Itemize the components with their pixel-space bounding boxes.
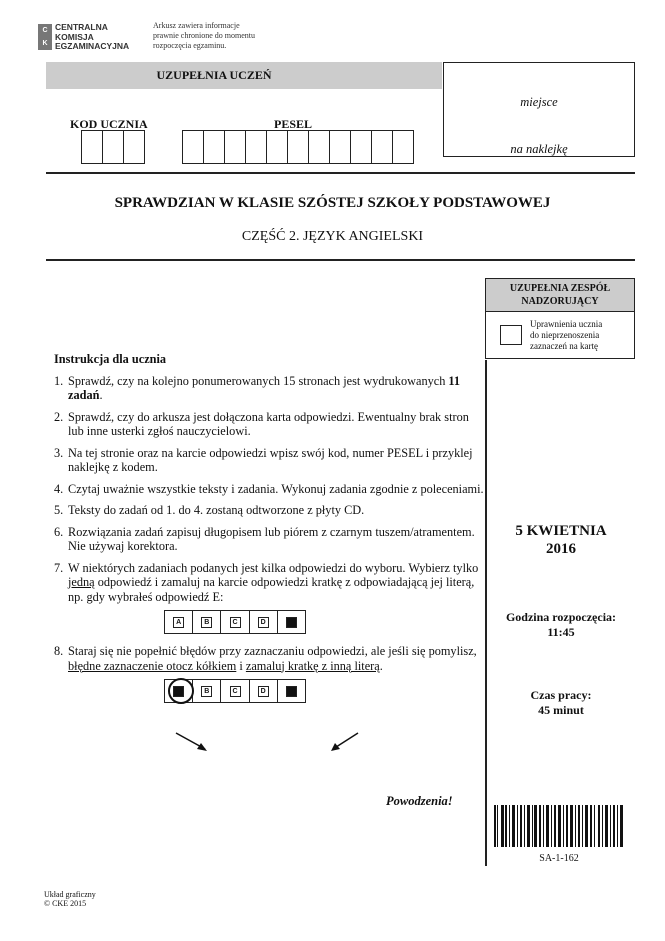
closing-text: Powodzenia! bbox=[386, 794, 453, 808]
confidential-notice: Arkusz zawiera informacje prawnie chronione do momentu rozpoczęcia egzaminu. bbox=[153, 21, 255, 50]
instruction-item: 6. Rozwiązania zadań zapisuj długopisem lub piórem z czarnym tuszem/atramentem. Nie używaj korektora. bbox=[54, 524, 475, 553]
duration: Czas pracy: 45 minut bbox=[530, 688, 592, 717]
exam-title: SPRAWDZIAN W KLASIE SZÓSTEJ SZKOŁY PODSTAWOWEJ bbox=[114, 195, 551, 211]
supervisor-box: UZUPEŁNIA ZESPÓŁ NADZORUJĄCY Uprawnienia ucznia do nieprzenoszenia zaznaczeń na kartę bbox=[485, 278, 635, 359]
answer-example: A B C D bbox=[164, 610, 306, 634]
accommodation-label: Uprawnienia ucznia do nieprzenoszenia zaznaczeń na kartę bbox=[530, 318, 603, 351]
instruction-item: 1. Sprawdź, czy na kolejno ponumerowanych 15 stronach jest wydrukowanych 11 zadań. bbox=[54, 373, 461, 402]
footer: Układ graficzny © CKE 2015 bbox=[44, 890, 96, 908]
instruction-item: 5. Teksty do zadań od 1. do 4. zostaną odtworzone z płyty CD. bbox=[54, 503, 365, 517]
instruction-item: 7. W niektórych zadaniach podanych jest kilka odpowiedzi do wyboru. Wybierz tylko jedną odpowiedź i zamaluj na karcie odpowiedzi kratkę z odpowiadającą jej literą, np. gdy wybrałeś odpowiedź E: bbox=[54, 560, 479, 604]
instruction-item: 3. Na tej stronie oraz na karcie odpowiedzi wpisz swój kod, numer PESEL i przyklej naklejkę z kodem. bbox=[54, 445, 473, 474]
start-time: Godzina rozpoczęcia: 11:45 bbox=[505, 610, 617, 639]
instruction-item: 8. Staraj się nie popełnić błędów przy zaznaczaniu odpowiedzi, ale jeśli się pomylisz, błędne zaznaczenie otocz kółkiem i zamaluj kratkę z inną literą. bbox=[54, 644, 477, 673]
cke-logo-text: CENTRALNA KOMISJA EGZAMINACYJNA bbox=[55, 22, 130, 51]
cke-logo-icon: C K bbox=[38, 24, 52, 50]
exam-subtitle: CZĘŚĆ 2. JĘZYK ANGIELSKI bbox=[241, 229, 424, 244]
student-code-label: KOD UCZNIA bbox=[70, 117, 148, 131]
exam-code: SA-1-162 bbox=[539, 853, 579, 864]
exam-date: 5 KWIETNIA 2016 bbox=[515, 523, 607, 557]
barcode-icon bbox=[494, 805, 624, 847]
student-banner: UZUPEŁNIA UCZEŃ bbox=[46, 62, 442, 89]
sticker-area: miejsce na naklejkę bbox=[443, 62, 635, 157]
pesel-label: PESEL bbox=[274, 117, 313, 131]
instruction-item: 4. Czytaj uważnie wszystkie teksty i zadania. Wykonuj zadania zgodnie z poleceniami. bbox=[54, 481, 484, 496]
answer-correction-example: B C D bbox=[164, 679, 306, 703]
instruction-item: 2. Sprawdź, czy do arkusza jest dołączona karta odpowiedzi. Ewentualny brak stron lub inne usterki zgłoś nauczycielowi. bbox=[54, 409, 469, 438]
instructions-heading: Instrukcja dla ucznia bbox=[54, 352, 167, 366]
